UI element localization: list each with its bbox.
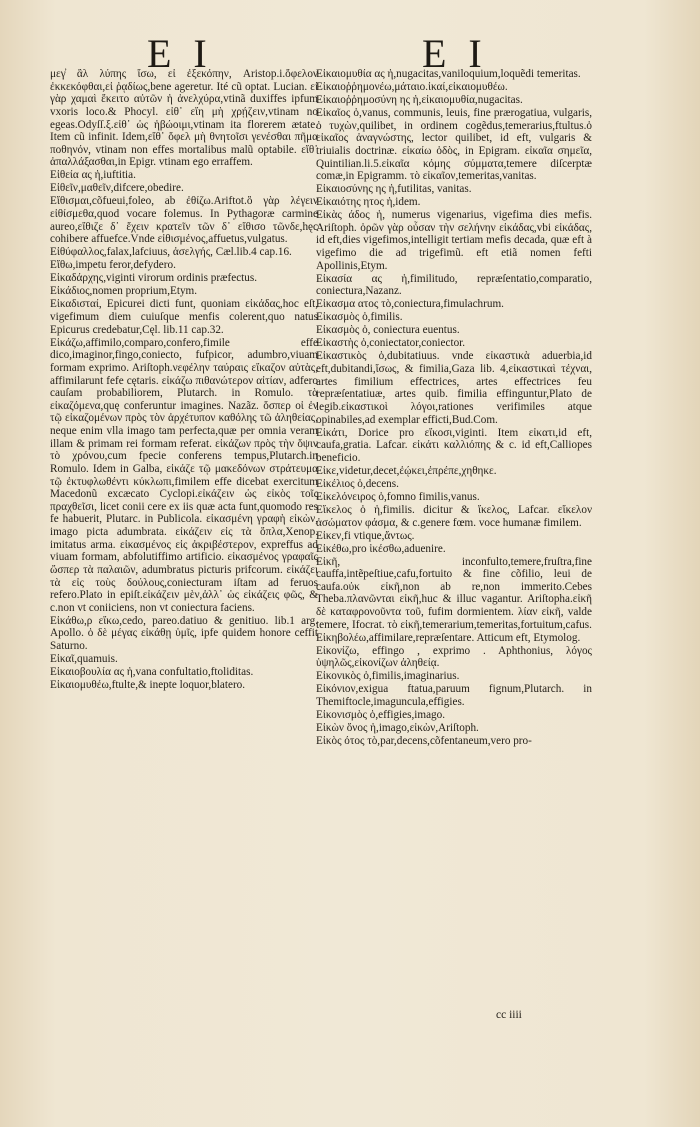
running-head-right: E I [422,31,488,76]
dictionary-entry: Εἰκαιομυθέω,ftulte,& inepte loquor,blatero. [50,679,246,692]
dictionary-entry: Εἰκαδάρχης,viginti virorum ordinis præfectus. [50,272,258,285]
dictionary-entry: Εἰκάζω,affimilo,comparo,confero,fimile effe dico,imaginor,fingo,coniecto, fufpicor, adumbro,viuam formam exprimo. Ariſtoph.νεφέλην ταύραις εἴκαζον αὐτὰς, affimilarunt fefe cętaris. εἰκάζω πιθανώτερον αἰτίαν, adfero cauſam probabiliorem, Plutarch. in Romulo. τὰ εἰκαζόμενα,quę conferuntur imagines. Nazãz. ὅσπερ οἱ ἐν τῷ εἰκαζομένων πρὸς τὸν ἀρχέτυπον καθόλης τῶ ἀληθείας, neque enim vlla imago tam perfecta,quæ per omnia veram illam & primam rei formam referat. εἰκάζων πρὸς τὴν ὄψιν τὸ χρόνου,cum fpecie conferens tempus,Plutarch.in Romulo. Idem in Galba, εἰκάζε τῷ μακεδόνων στράτευμα τῷ ἐκτυφλωθέντι κύκλωπι,fimilem effe dicebat exercitum Macedonũ excæcato Cyclopi.εἰκάζειν ὡς εἰκὸς τοῖς πραχθεῖσι, licet conii cere ex iis quæ acta funt,quomodo res fe habuerit, Plutarc. in Publicola. εἰκασμένη γραφὴ εἰκὼν, imago picta adumbrata. εἰκάζειν εἰς τὰ ὅπλα,Xenop. imitatus arma. εἰκασμένος εἰς ἀκριβέστερον, expreffus ad viuam formam, abfolutiffimo artificio. εἰκασμένος γραφαῖς ὥσπερ τὰ παλαιῶν, adumbratus picturis prifcorum. εἰκάζει τὰ εἰς τοὺς δούλους,coniecturam iſtam ad feruos refero.Plato in epiſt.εἰκάζειν μὲν,ἀλλ᾽ ὡς εἰκάζεις φῶς, & c.non vt coniiciens, non vt coniectura faciens. [50,336,318,614]
dictionary-entry: Εἰθύφαλλος,falax,lafciuus, ἀσελγής, Cæl.lib.4 cap.16. [50,246,292,259]
running-head-left: E I [147,31,213,76]
dictionary-entry: Εἰκαδισταί, Epicurei dicti funt, quoniam εἰκάδας,hoc eſt, vigefimum diem cuiuſque menfis colerent,quo natus Epicurus credebatur,Cęl. lib.11 cap.32. [50,298,318,336]
dictionary-entry: Εἰκε,videtur,decet,ἐῴκει,ἐπρέπε,χηθηκε. [316,464,497,477]
dictionary-entry: Εἰκάθω,ρ εἴκω,cedo, pareo.datiuo & genitiuo. lib.1 arg. Apollo. ὁ δὲ μέγας εἰκάθῃ ὑμῖς, ipfe quidem honore ceffit Saturno. [50,614,318,653]
dictionary-entry: Εἰκαιομυθία ας ἡ,nugacitas,vaniloquium,loquẽdi temeritas. [316,68,581,80]
dictionary-entry: Εἰκὰς άδος ἡ, numerus vigenarius, vigefima dies mefis. Ariſtoph. ὁρῶν γὰρ οὖσαν τὴν σελήνην εἰκάδας,vbi εἰκάδας, id eft,dies vigefimos,intelligit tertiam mefis decada, quæ eft à vigefimo die ad trigefimũ. eft etiã nomen fefti Apollinis,Etym. [316,209,592,272]
dictionary-entry: Εἰκηβολέω,affimilare,repræſentare. Atticum eft, Etymolog. [316,631,581,644]
dictionary-entry: Εἰκαστικὸς ὁ,dubitatiuus. vnde εἰκαστικὰ aduerbia,id eft,dubitandi,ἴσως, & fimilia,Gaza lib. 4,εἰκαστικαὶ τέχναι, artes fimilium effectrices, artes effectrices feu repræſentatiuæ, artes quib. fimilia effinguntur,Plato de legib.εἰκαστικοὶ λόγοι,rationes verifimiles atque opinabiles,ad exemplar efficti,Bud.Com. [316,350,592,426]
dictionary-entry: Εἴθω,impetu feror,defydero. [50,259,176,272]
dictionary-entry: Εἰθεία ας ἡ,iuftitia. [50,169,136,182]
dictionary-entry: Εἰκελόνειρος ὁ,fomno fimilis,vanus. [316,490,480,503]
dictionary-entry: Εἰκέλιος ὁ,decens. [316,477,399,490]
dictionary-entry: Εἰκεν,fi vtique,ἄντως. [316,529,415,542]
dictionary-entry: Εἰκαστὴς ὁ,coniectator,coniector. [316,337,466,350]
dictionary-entry: Εἰκαιοβουλία ας ἡ,vana confultatio,ftoliditas. [50,666,254,679]
signature-mark: cc iiii [496,1009,522,1021]
column-right [316,68,592,748]
dictionary-entry: Εἰκῆ, inconfulto,temere,fruſtra,fine cauffa,intẽpeſtiue,cafu,fortuito & fine cõfilio, leui de caufa.οὐκ εἰκῆ,non ab re,non immerito.Cebes Theba.πλανῶνται εἰκῆ,huc & illuc vagantur. Ariſtopha.εἰκῆ δὲ καταφρονοῦντα τοῦ, fufim dormientem. λίαν εἰκῆ, valde temere, Ifocrat. τὸ εἰκῆ,temerarium,temeritas,fortuitum,cafus. [316,555,592,631]
column-left [50,68,318,692]
dictionary-entry: Εἰκέθω,pro ἱκέσθω,aduenire. [316,542,446,555]
dictionary-entry: Εἰκασμὸς ὁ,fimilis. [316,311,403,324]
dictionary-entry: Εἰκὸς ότος τὸ,par,decens,cõfentaneum,vero pro- [316,735,532,748]
dictionary-entry: Εἰκόνιον,exigua ftatua,paruum fignum,Plutarch. in Themiftocle,imaguncula,effigies. [316,683,592,708]
dictionary-entry: Εἰκαῖ,quamuis. [50,653,118,666]
dictionary-entry: Εἰκαιοσύνης ης ἡ,futilitas, vanitas. [316,183,472,196]
dictionary-entry: Εἰκασία ας ἡ,fimilitudo, repræſentatio,comparatio, coniectura,Nazanz. [316,272,592,298]
dictionary-entry: μεγ̓ ἂλ λύπης ἴσω, εἰ ἐξεκόπην, Aristop.i.ὄφελον ἐκκεκόφθαι,εἰ ῥᾳδίως,bene ageretur. Ité cũ optat. Lucian. εἰ γὰρ χαμαὶ ἔκειτο αὐτῶν ἡ ἀνελχύρα,vtinã duxiffes ipfum vxoris loco.& Phocyl. εἰθ᾽ εἴη μὴ χρῄζειν,vtinam no egeas.Odyſſ.ξ.εἰθ᾽ ὡς ἡβώοιμι,vtinam ita florerem ætate. Item cũ infinit. Idem,εἴθ᾽ ὄφελ μὴ θνητοῖσι γενέσθαι πῆμα ποθηνόν, vtinam non effes mortalibus malũ optabile. εἴθ᾽ ἀπαλλάξασθαι,in Epigr. vtinam ego erraffem. [50,68,318,169]
dictionary-entry: Εἰθεῖν,μαθεῖν,difcere,obedire. [50,182,184,195]
dictionary-entry: Εἰκαῖος ὁ,vanus, communis, leuis, fine prærogatiua, vulgaris, ὁ τυχὼν,quilibet, in ordinem cogẽdus,temerarius,ftultus.ὁ εἰκαῖος ἀναγνώστης, lector quilibet, id eft, vulgaris & triuialis doctrinæ. εἰκαίω ὁδὸς, in Epigram. εἰκαῖα σημεῖα, Quintilian.li.5.εἰκαῖα κόμης σύμματα,temere diſcerptæ comæ,in Epigramm. τὸ εἰκαῖον,temeritas,vanitas. [316,107,592,183]
dictionary-entry: Εἰκάδιος,nomen proprium,Etym. [50,285,198,298]
dictionary-entry: Εἰκασμὸς ὁ, coniectura euentus. [316,324,460,337]
dictionary-entry: Εἰκασμα ατος τὸ,coniectura,fimulachrum. [316,298,504,311]
dictionary-entry: Εἰκαιοῤῥημονέω,μάταιο.ἰκαί,εἰκαιομυθέω. [316,81,508,94]
dictionary-entry: Εἰκαιότης ητος ἡ,idem. [316,196,421,209]
dictionary-entry: Εἴκελος ὁ ἡ,fimilis. dicitur & ἴκελος, Lafcar. εἴκελον ἀσώματον φάσμα, & c.genere fœm. voce humanæ fimilem. [316,503,592,529]
dictionary-entry: Εἰκονικὸς ὁ,fimilis,imaginarius. [316,670,460,683]
dictionary-entry: Εἰκονισμὸς ὁ,effigies,imago. [316,709,446,722]
dictionary-entry: Εἰκάτι, Dorice pro εἴκοσι,viginti. Item εἰκατι,id eft, caufa,gratia. Lafcar. εἰκάτι καλλιόπης & c. id eft,Calliopes beneficio. [316,426,592,464]
dictionary-entry: Εἰκονίζω, effingo , exprimo . Aphthonius, λόγος ὑψηλῶς,εἰκονίζων ἀληθείᾳ. [316,644,592,670]
dictionary-entry: Εἰκὼν ὄνος ἡ,imago,εἰκὼν,Ariſtoph. [316,722,479,735]
dictionary-entry: Εἴθισμαι,cõfueui,foleo, ab ἐθίζω.Ariftot.ὃ γὰρ λέγειν εἰθίσμεθα,quod vocare folemus. In Pythagoræ carmine aureo,εἴθιζε δ᾽ ἔχειν κρατεῖν τῶν δ᾽ εἴθισο τῶνδε,hęc cohibere affuefce.Vnde εἰθισμένος,affuetus,vulgatus. [50,195,318,246]
dictionary-entry: Εἰκαιοῤῥημοσύνη ης ἡ,εἰκαιομυθία,nugacitas. [316,94,523,107]
